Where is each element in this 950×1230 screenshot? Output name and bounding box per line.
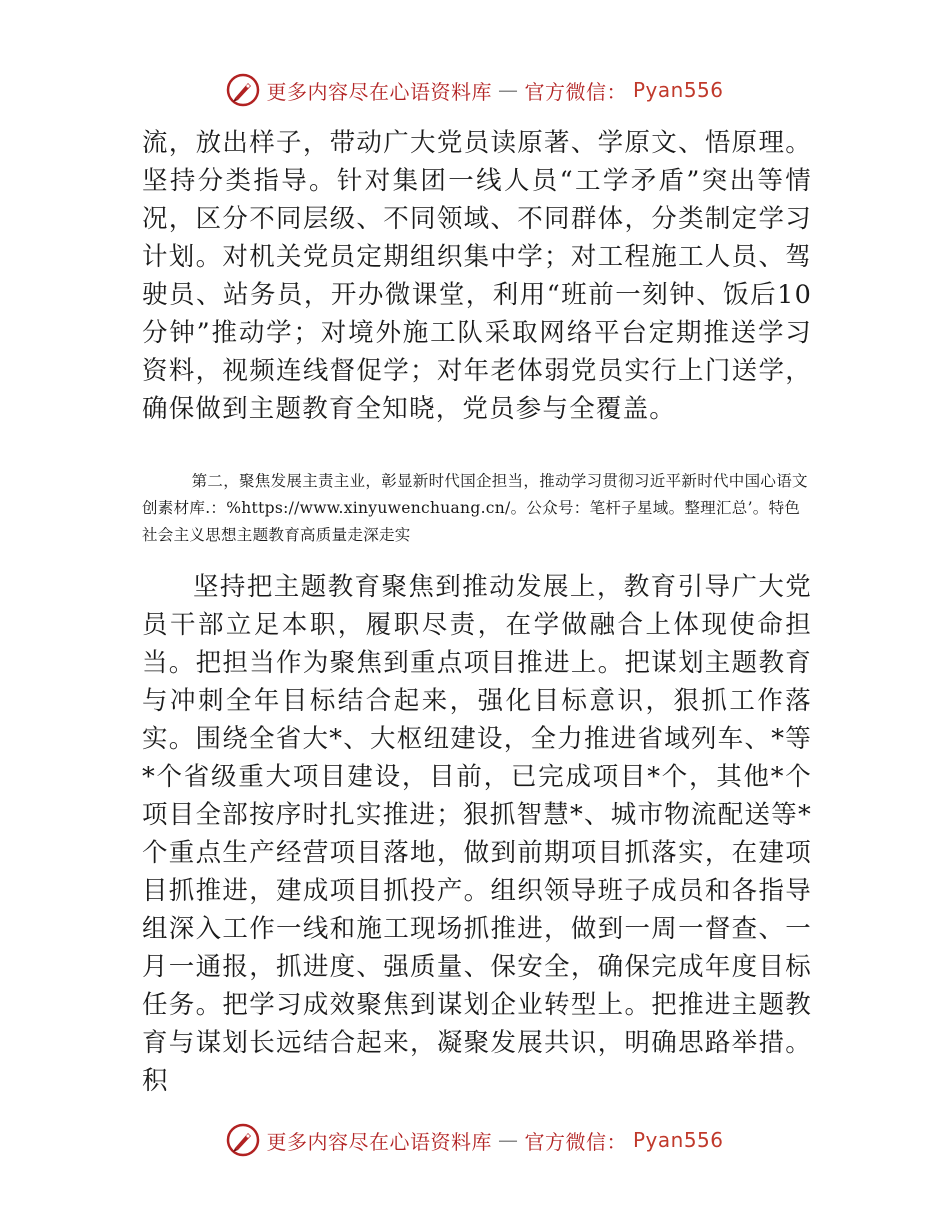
- body-paragraph-1: 流，放出样子，带动广大党员读原著、学原文、悟原理。坚持分类指导。针对集团一线人员“工学矛盾”突出等情况，区分不同层级、不同领域、不同群体，分类制定学习计划。对机关党员定期组织集中学；对工程施工人员、驾驶员、站务员，开办微课堂，利用“班前一刻钟、饭后10分钟”推动学；对境外施工队采取网络平台定期推送学习资料，视频连线督促学；对年老体弱党员实行上门送学，确保做到主题教育全知晓，党员参与全覆盖。: [142, 128, 812, 424]
- footer-wechat-label: 官方微信：: [524, 1129, 627, 1154]
- body-paragraph-2: 第二，聚焦发展主责主业，彰显新时代国企担当，推动学习贯彻习近平新时代中国心语文创素材库.：%https://www.xinyuwenchuang.cn/。公众号：笔杆子星域。整理汇总’。特色社会主义思想主题教育高质量走深走实: [142, 472, 808, 544]
- footer-wechat-id: Pyan556: [632, 1128, 724, 1152]
- body-paragraph-3: 坚持把主题教育聚焦到推动发展上，教育引导广大党员干部立足本职，履职尽责，在学做融合上体现使命担当。把担当作为聚焦到重点项目推进上。把谋划主题教育与冲刺全年目标结合起来，强化目标意识，狠抓工作落实。围绕全省大*、大枢纽建设，全力推进省域列车、*等*个省级重大项目建设，目前，已完成项目*个，其他*个项目全部按序时扎实推进；狠抓智慧*、城市物流配送等*个重点生产经营项目落地，做到前期项目抓落实，在建项目抓推进，建成项目抓投产。组织领导班子成员和各指导组深入工作一线和施工现场抓推进，做到一周一督查、一月一通报，抓进度、强质量、保安全，确保完成年度目标任务。把学习成效聚焦到谋划企业转型上。把推进主题教育与谋划长远结合起来，凝聚发展共识，明确思路举措。积: [142, 572, 812, 1096]
- header-banner: [0, 70, 950, 110]
- banner-separator: —: [497, 78, 519, 102]
- pen-nib-logo-icon: [226, 1123, 260, 1157]
- banner-wechat-label: 官方微信：: [524, 79, 627, 104]
- pen-nib-logo-icon: [226, 73, 260, 107]
- banner-wechat-id: Pyan556: [632, 78, 724, 102]
- footer-slogan: 更多内容尽在心语资料库: [266, 1129, 492, 1154]
- banner-slogan: 更多内容尽在心语资料库: [266, 79, 492, 104]
- footer-separator: —: [497, 1128, 519, 1152]
- footer-banner: [0, 1120, 950, 1160]
